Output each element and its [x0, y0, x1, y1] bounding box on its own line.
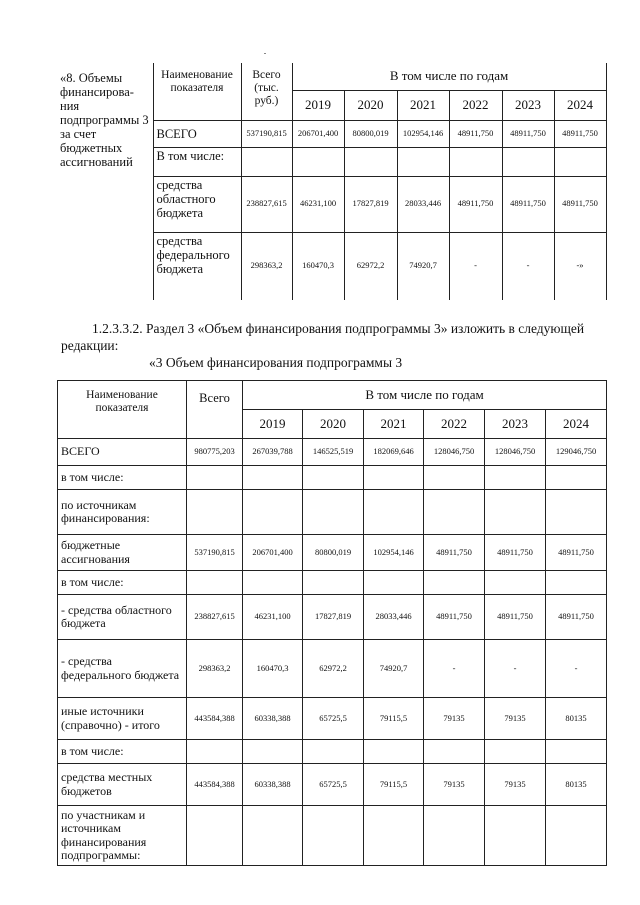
year-value-cell: 80135: [546, 764, 607, 806]
year-value-cell: 48911,750: [546, 595, 607, 640]
year-value-cell: 74920,7: [364, 640, 424, 698]
year-value-cell: 48911,750: [502, 176, 554, 232]
table-row: [58, 439, 607, 466]
year-header: 2024: [554, 90, 606, 120]
year-header: 2023: [502, 90, 554, 120]
year-value-cell: [243, 490, 303, 535]
row-total: 443584,388: [187, 698, 243, 740]
year-value-cell: 80800,019: [303, 535, 364, 571]
year-value-cell: [485, 466, 546, 490]
row-label: по участникам и источникам финансирования подпрограммы:: [58, 806, 187, 866]
year-value-cell: [303, 466, 364, 490]
year-value-cell: 65725,5: [303, 764, 364, 806]
row-total: 238827,615: [187, 595, 243, 640]
year-value-cell: 102954,146: [397, 120, 449, 147]
year-value-cell: [243, 571, 303, 595]
year-value-cell: [424, 740, 485, 764]
year-value-cell: [303, 490, 364, 535]
row-total: 537190,815: [241, 120, 292, 147]
year-value-cell: 79135: [424, 764, 485, 806]
row-label: средства местных бюджетов: [58, 764, 187, 806]
table-row: [58, 595, 607, 640]
year-value-cell: 74920,7: [397, 232, 449, 300]
year-header: 2019: [243, 410, 303, 439]
table-row: [58, 466, 607, 490]
table-row: [58, 640, 607, 698]
year-value-cell: 46231,100: [243, 595, 303, 640]
year-value-cell: [397, 147, 449, 176]
main-col-total-header: Всего: [187, 381, 243, 439]
year-value-cell: 28033,446: [397, 176, 449, 232]
year-value-cell: [546, 490, 607, 535]
funding-summary-table: [57, 63, 607, 300]
year-value-cell: 79135: [485, 698, 546, 740]
year-value-cell: 160470,3: [292, 232, 344, 300]
year-value-cell: 128046,750: [424, 439, 485, 466]
year-header: 2024: [546, 410, 607, 439]
year-value-cell: -: [546, 640, 607, 698]
year-value-cell: 46231,100: [292, 176, 344, 232]
year-value-cell: 48911,750: [485, 535, 546, 571]
year-value-cell: [243, 806, 303, 866]
main-years-group-header: В том числе по годам: [243, 381, 607, 410]
year-value-cell: 48911,750: [449, 176, 502, 232]
year-header: 2021: [364, 410, 424, 439]
row-total: 298363,2: [187, 640, 243, 698]
year-value-cell: 48911,750: [554, 120, 606, 147]
year-value-cell: 60338,388: [243, 764, 303, 806]
row-label: - средства областного бюджета: [58, 595, 187, 640]
year-value-cell: 206701,400: [292, 120, 344, 147]
year-value-cell: -: [424, 640, 485, 698]
year-value-cell: [546, 806, 607, 866]
funding-volume-table: [57, 380, 607, 866]
scan-speck: [264, 53, 266, 54]
row-total: 537190,815: [187, 535, 243, 571]
year-value-cell: [424, 571, 485, 595]
year-value-cell: [502, 147, 554, 176]
year-value-cell: 129046,750: [546, 439, 607, 466]
year-header: 2021: [397, 90, 449, 120]
year-value-cell: 79115,5: [364, 764, 424, 806]
row-total: 238827,615: [241, 176, 292, 232]
year-value-cell: [424, 806, 485, 866]
row-label: средства областного бюджета: [153, 176, 241, 232]
year-header: 2020: [344, 90, 397, 120]
year-value-cell: 65725,5: [303, 698, 364, 740]
year-value-cell: 160470,3: [243, 640, 303, 698]
row-total: [187, 571, 243, 595]
row-total: 298363,2: [241, 232, 292, 300]
table-row: [58, 535, 607, 571]
row-label: - средства федерального бюджета: [58, 640, 187, 698]
row-label: в том числе:: [58, 466, 187, 490]
year-value-cell: 128046,750: [485, 439, 546, 466]
year-value-cell: 102954,146: [364, 535, 424, 571]
year-value-cell: [364, 806, 424, 866]
year-value-cell: [546, 740, 607, 764]
row-label: средства федерального бюджета: [153, 232, 241, 300]
year-value-cell: 48911,750: [424, 535, 485, 571]
year-value-cell: 79135: [485, 764, 546, 806]
col-name-header: Наименование показателя: [153, 63, 241, 120]
paragraph-subtitle: «3 Объем финансирования подпрограммы 3: [149, 355, 403, 370]
paragraph-line1: 1.2.3.3.2. Раздел 3 «Объем финансирования подпрограммы 3» изложить в следующей: [92, 321, 585, 336]
row-label: ВСЕГО: [153, 120, 241, 147]
table-row: [58, 740, 607, 764]
year-value-cell: 62972,2: [303, 640, 364, 698]
year-value-cell: 182069,646: [364, 439, 424, 466]
row-label: в том числе:: [58, 571, 187, 595]
years-group-header: В том числе по годам: [292, 63, 606, 90]
row-label: в том числе:: [58, 740, 187, 764]
section-label: «8. Объемы финансирова-ния подпрограммы 3 за счет бюджетных ассигнований: [57, 63, 153, 300]
year-value-cell: 28033,446: [364, 595, 424, 640]
year-value-cell: [243, 740, 303, 764]
year-value-cell: [303, 806, 364, 866]
table-row: [58, 698, 607, 740]
year-value-cell: 48911,750: [424, 595, 485, 640]
year-value-cell: -: [485, 640, 546, 698]
year-value-cell: 206701,400: [243, 535, 303, 571]
row-total: 980775,203: [187, 439, 243, 466]
col-total-header: Всего (тыс. руб.): [241, 63, 292, 120]
year-value-cell: 48911,750: [554, 176, 606, 232]
year-value-cell: 48911,750: [449, 120, 502, 147]
row-total: [187, 740, 243, 764]
year-value-cell: [292, 147, 344, 176]
row-label: бюджетные ассигнования: [58, 535, 187, 571]
row-label: по источникам финансирования:: [58, 490, 187, 535]
year-value-cell: [303, 571, 364, 595]
year-value-cell: [554, 147, 606, 176]
row-label: ВСЕГО: [58, 439, 187, 466]
year-value-cell: 80135: [546, 698, 607, 740]
year-value-cell: [485, 571, 546, 595]
table-row: [58, 806, 607, 866]
year-value-cell: 17827,819: [303, 595, 364, 640]
year-value-cell: 267039,788: [243, 439, 303, 466]
year-header: 2023: [485, 410, 546, 439]
table-row: [58, 571, 607, 595]
year-value-cell: [449, 147, 502, 176]
year-value-cell: 80800,019: [344, 120, 397, 147]
table-row: [58, 764, 607, 806]
row-label: иные источники (справочно) - итого: [58, 698, 187, 740]
year-value-cell: 146525,519: [303, 439, 364, 466]
year-value-cell: [364, 571, 424, 595]
year-value-cell: -: [502, 232, 554, 300]
year-value-cell: [485, 490, 546, 535]
year-value-cell: 48911,750: [485, 595, 546, 640]
year-value-cell: [303, 740, 364, 764]
paragraph-line2: редакции:: [61, 338, 119, 353]
year-header: 2019: [292, 90, 344, 120]
year-value-cell: [364, 740, 424, 764]
year-value-cell: 48911,750: [502, 120, 554, 147]
year-value-cell: [344, 147, 397, 176]
year-value-cell: [243, 466, 303, 490]
year-value-cell: [364, 466, 424, 490]
year-value-cell: -: [449, 232, 502, 300]
table-row: [58, 490, 607, 535]
row-total: [241, 147, 292, 176]
year-value-cell: [485, 806, 546, 866]
year-header: 2022: [449, 90, 502, 120]
year-header: 2022: [424, 410, 485, 439]
year-value-cell: 79135: [424, 698, 485, 740]
year-value-cell: [424, 490, 485, 535]
year-value-cell: [546, 571, 607, 595]
year-value-cell: [424, 466, 485, 490]
row-total: 443584,388: [187, 764, 243, 806]
year-value-cell: 79115,5: [364, 698, 424, 740]
year-value-cell: 17827,819: [344, 176, 397, 232]
year-value-cell: [546, 466, 607, 490]
row-total: [187, 466, 243, 490]
row-total: [187, 806, 243, 866]
year-value-cell: 60338,388: [243, 698, 303, 740]
row-label: В том числе:: [153, 147, 241, 176]
year-header: 2020: [303, 410, 364, 439]
row-total: [187, 490, 243, 535]
year-value-cell: 62972,2: [344, 232, 397, 300]
year-value-cell: 48911,750: [546, 535, 607, 571]
year-value-cell: -»: [554, 232, 606, 300]
main-col-name-header: Наименование показателя: [58, 381, 187, 439]
year-value-cell: [485, 740, 546, 764]
year-value-cell: [364, 490, 424, 535]
